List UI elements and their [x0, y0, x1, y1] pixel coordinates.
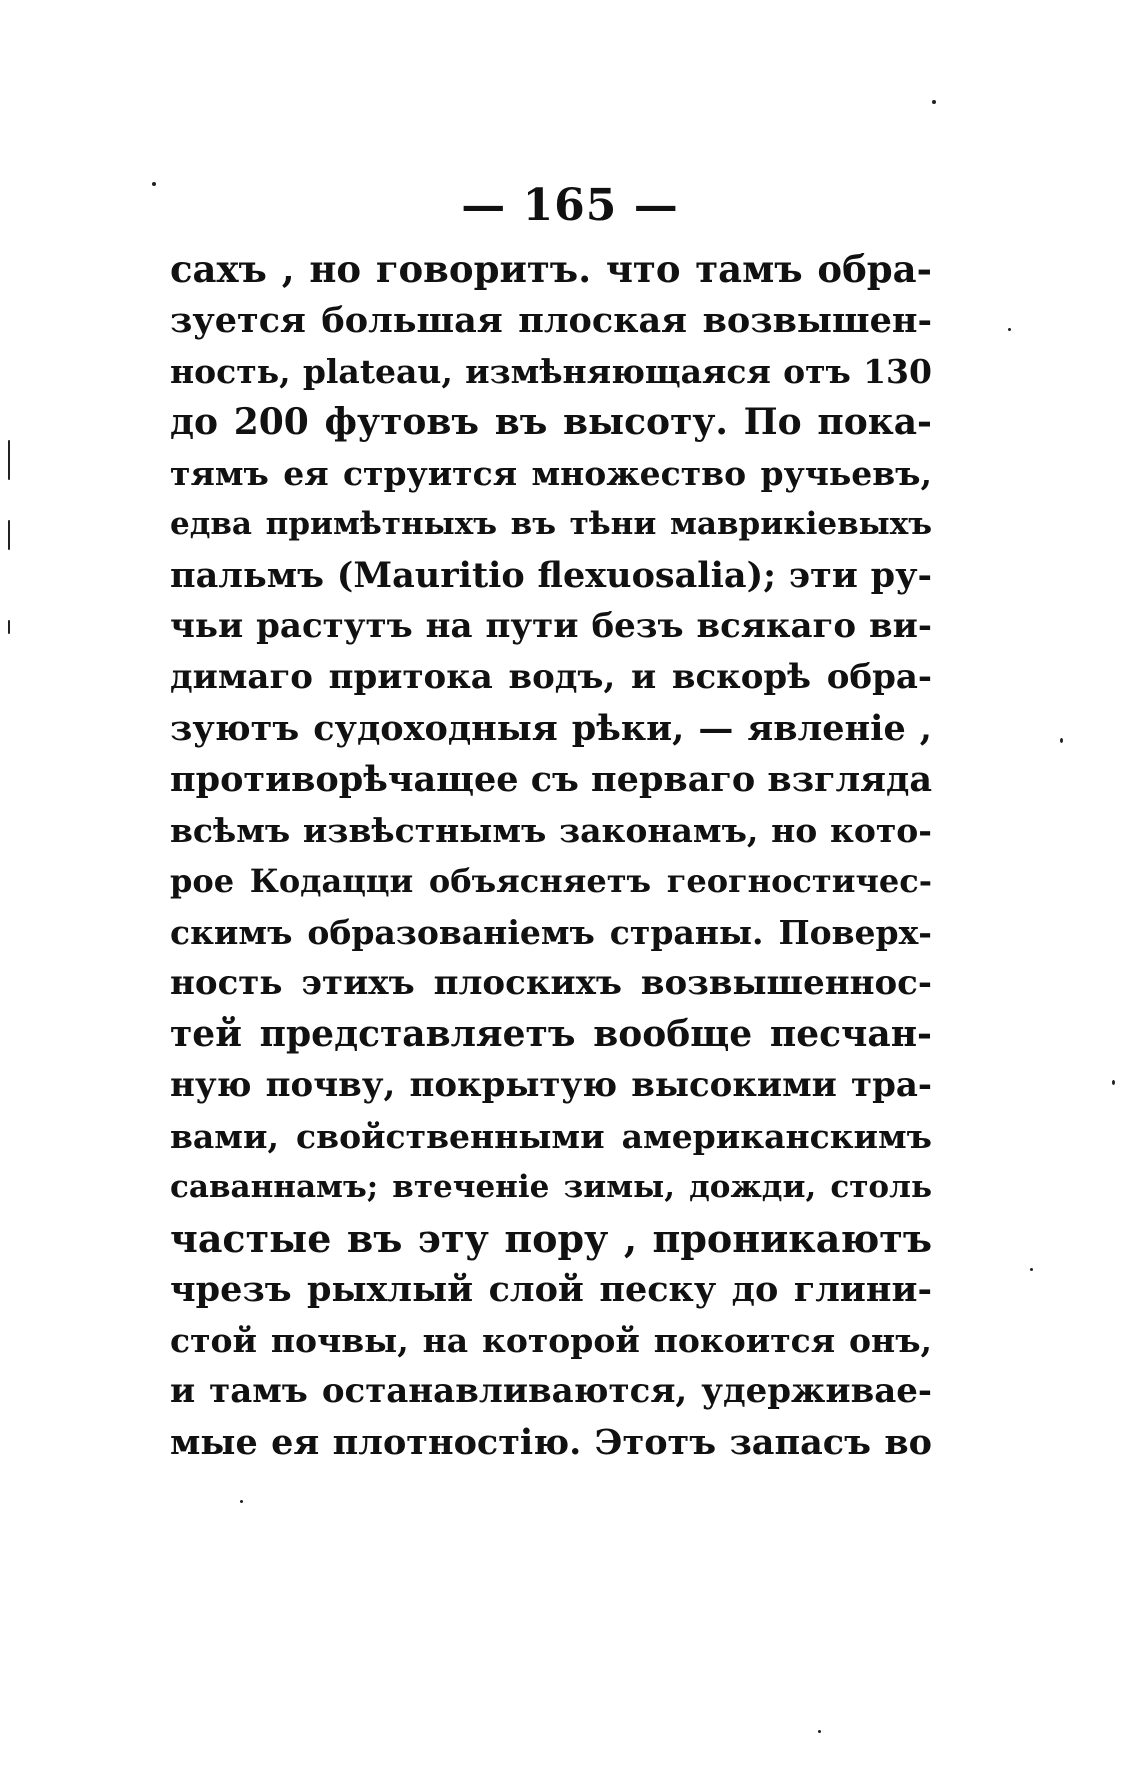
page-number: — 165 — — [461, 180, 679, 231]
body-text — [170, 244, 932, 1468]
text-line: пальмъ (Mauritio flexuosalia); эти ру- — [170, 555, 932, 596]
scan-speck — [1060, 738, 1063, 743]
text-line: зуютъ судоходныя рѣки, — явленіе , — [170, 708, 932, 749]
text-line: и тамъ останавливаются, удерживае- — [170, 1371, 932, 1411]
text-line: саваннамъ; втеченіе зимы, дожди, столь — [170, 1169, 932, 1205]
text-line: стой почвы, на которой покоится онъ, — [170, 1321, 932, 1360]
text-line: тямъ ея струится множество ручьевъ, — [170, 454, 932, 493]
text-line: ную почву, покрытую высокими тра- — [170, 1065, 932, 1105]
text-line: вами, свойственными американскимъ — [170, 1117, 932, 1156]
text-line: сахъ , но говоритъ. что тамъ обра- — [170, 247, 932, 291]
text-line: ность этихъ плоскихъ возвышеннос- — [170, 963, 932, 1003]
text-line: противорѣчащее съ перваго взгляда — [170, 759, 932, 800]
text-line: чьи растутъ на пути безъ всякаго ви- — [170, 606, 932, 646]
text-line: всѣмъ извѣстнымъ законамъ, но кото- — [170, 811, 932, 850]
scan-speck — [152, 182, 156, 186]
text-line: чрезъ рыхлый слой песку до глини- — [170, 1269, 932, 1310]
scan-speck — [1112, 1080, 1115, 1085]
scan-speck — [8, 520, 10, 550]
text-line: до 200 футовъ въ высоту. По пока- — [170, 401, 932, 443]
scan-speck — [932, 100, 936, 104]
scan-speck — [8, 620, 10, 634]
scan-speck — [818, 1730, 821, 1733]
text-line: тей представляетъ вообще песчан- — [170, 1013, 932, 1055]
text-line: рое Кодацци объясняетъ геогностичес- — [170, 862, 932, 900]
text-line: ность, plateau, измѣняющаяся отъ 130 — [170, 352, 932, 391]
text-line: скимъ образованіемъ страны. Поверх- — [170, 913, 932, 952]
text-line: димаго притока водъ, и вскорѣ обра- — [170, 657, 932, 697]
text-line: зуется большая плоская возвышен- — [170, 300, 932, 341]
scan-speck — [1030, 1268, 1033, 1271]
text-line: едва примѣтныхъ въ тѣни маврикіевыхъ — [170, 506, 932, 542]
text-line: частые въ эту пору , проникаютъ — [170, 1216, 932, 1261]
scan-speck — [8, 440, 10, 480]
text-line: мые ея плотностію. Этотъ запасъ во — [170, 1422, 932, 1463]
scan-speck — [240, 1500, 243, 1503]
scan-speck — [1008, 328, 1011, 331]
